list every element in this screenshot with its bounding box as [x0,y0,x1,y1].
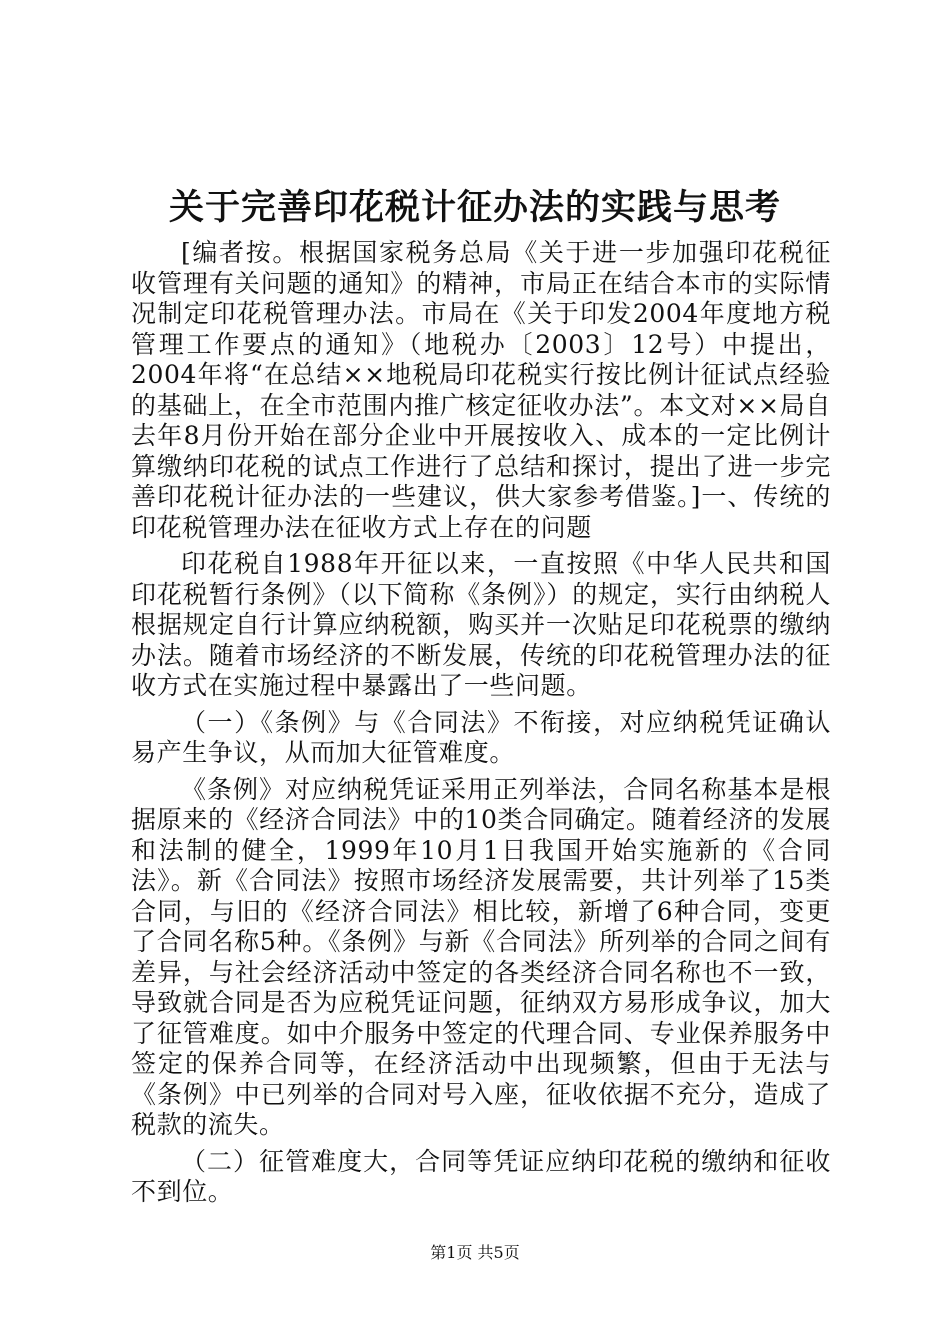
document-title: 关于完善印花税计征办法的实践与思考 [168,187,781,228]
section-heading-2: （二）征管难度大，合同等凭证应纳印花税的缴纳和征收不到位。 [131,1146,831,1206]
page-footer: 第1页 共5页 [430,1243,520,1262]
body-paragraph: 印花税自1988年开征以来，一直按照《中华人民共和国印花税暂行条例》（以下简称《条例》）的规定，实行由纳税人根据规定自行计算应纳税额，购买并一次贴足印花税票的缴纳办法。随着市场经济的不断发展，传统的印花税管理办法的征收方式在实施过程中暴露出了一些问题。 [131,549,831,700]
body-paragraph: 《条例》对应纳税凭证采用正列举法，合同名称基本是根据原来的《经济合同法》中的10类合同确定。随着经济的发展和法制的健全，1999年10月1日我国开始实施新的《合同法》。新《合同法》按照市场经济发展需要，共计列举了15类合同，与旧的《经济合同法》相比较，新增了6种合同，变更了合同名称5种。《条例》与新《合同法》所列举的合同之间有差异，与社会经济活动中签定的各类经济合同名称也不一致，导致就合同是否为应税凭证问题，征纳双方易形成争议，加大了征管难度。如中介服务中签定的代理合同、专业保养服务中签定的保养合同等，在经济活动中出现频繁，但由于无法与《条例》中已列举的合同对号入座，征收依据不充分，造成了税款的流失。 [131,774,831,1139]
section-heading-1: （一）《条例》与《合同法》不衔接，对应纳税凭证确认易产生争议，从而加大征管难度。 [131,707,831,767]
document-body [131,238,831,1214]
editor-note-paragraph: [编者按。根据国家税务总局《关于进一步加强印花税征收管理有关问题的通知》的精神，市局正在结合本市的实际情况制定印花税管理办法。市局在《关于印发2004年度地方税管理工作要点的通知》（地税办〔2003〕12号）中提出，2004年将“在总结××地税局印花税实行按比例计征试点经验的基础上，在全市范围内推广核定征收办法”。本文对××局自去年8月份开始在部分企业中开展按收入、成本的一定比例计算缴纳印花税的试点工作进行了总结和探讨，提出了进一步完善印花税计征办法的一些建议，供大家参考借鉴。]一、传统的印花税管理办法在征收方式上存在的问题 [131,238,831,542]
